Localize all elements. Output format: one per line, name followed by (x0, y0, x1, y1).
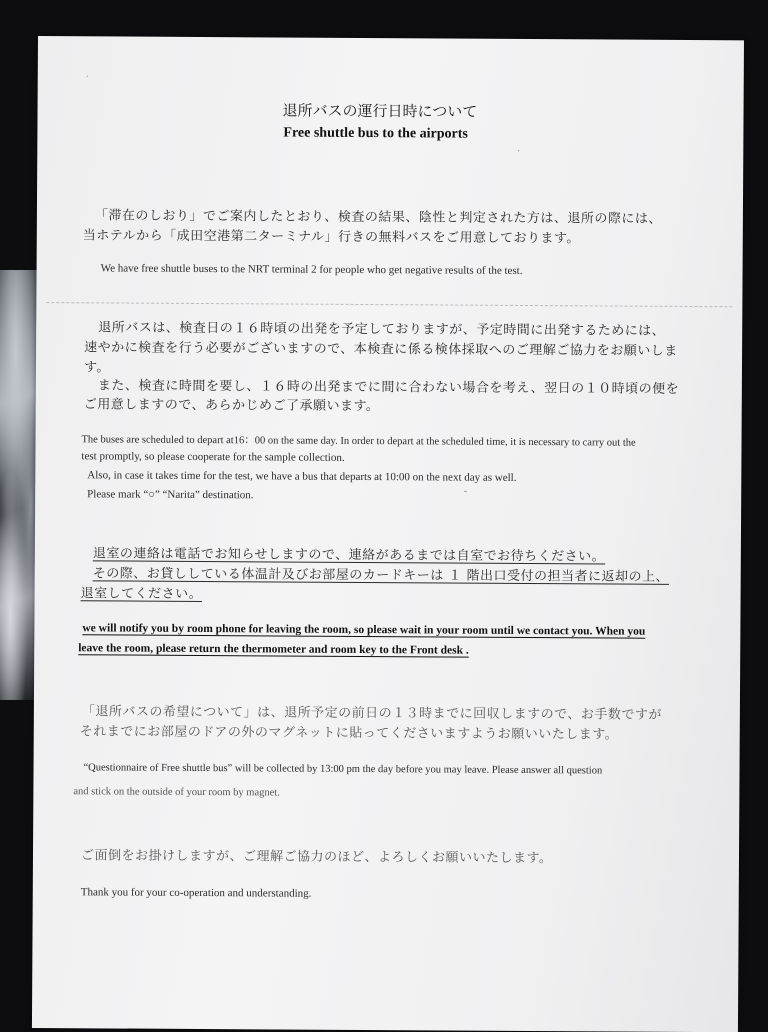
section2-jp-line5: ご用意しますので、あらかじめご了承願います。 (83, 397, 380, 415)
section1-jp-line2: 当ホテルから「成田空港第二ターミナル」行きの無料バスをご用意しております。 (82, 228, 580, 247)
section2-jp-line4: また、検査に時間を要し、１６時の出発までに間に合わない場合を考え、翌日の１０時頃の便を (97, 378, 680, 397)
section3-jp-line1: 退室の連絡は電話でお知らせしますので、連絡があるまでは自室でお待ちください。 (92, 546, 606, 565)
section2-jp-line1: 退所バスは、検査日の１６時頃の出発を予定しておりますが、予定時間に出発するためには、 (98, 320, 666, 339)
title-english: Free shuttle bus to the airports (283, 125, 468, 142)
section4-en-line2: and stick on the outside of your room by magnet. (73, 786, 280, 799)
section1-en: We have free shuttle buses to the NRT terminal 2 for people who get negative results of the test. (100, 262, 523, 277)
title-japanese: 退所バスの運行日時について (282, 101, 478, 121)
section2-jp-line2: 速やかに検査を行う必要がございますので、本検査に係る検体採取へのご理解ご協力をお願いしま (84, 340, 678, 359)
section3-jp-line2: その際、お貸ししている体温計及びお部屋のカードキーは １ 階出口受付の担当者に返却の上、 (92, 566, 670, 585)
section2-en-line2: test promptly, so please cooperate for the sample collection. (81, 450, 345, 464)
section2-en-line3: Also, in case it takes time for the test, we have a bus that departs at 10:00 on the next day as well. (87, 469, 517, 484)
notice-paper (32, 36, 744, 1032)
section1-jp-line1: 「滞在のしおり」でご案内したとおり、検査の結果、陰性と判定された方は、退所の際には、 (94, 208, 662, 227)
paper-speck: ˉ (463, 490, 468, 501)
section4-en-line1: “Questionnaire of Free shuttle bus” will be collected by 13:00 pm the day before you may leave. Please answer all question (83, 762, 603, 777)
paper-speck: · (517, 146, 521, 157)
section3-en-line1: we will notify you by room phone for leaving the room, so please wait in your room until we contact you. When you (82, 622, 646, 638)
section2-en-line1: The buses are scheduled to depart at16：00 on the same day. In order to depart at the scheduled time, it is necessary to carry out the (81, 434, 636, 449)
section2-en-line4: Please mark “○” “Narita” destination. (87, 488, 254, 502)
divider (46, 302, 732, 307)
section4-jp-line2: それまでにお部屋のドアの外のマグネットに貼ってくださいますようお願いいたします。 (79, 724, 619, 743)
closing-en: Thank you for your co-operation and understanding. (80, 886, 312, 900)
paper-speck: · (85, 72, 89, 83)
section2-jp-line3: す。 (83, 360, 110, 376)
closing-jp: ご面倒をお掛けしますが、ご理解ご協力のほど、よろしくお願いいたします。 (80, 848, 553, 867)
section3-en-line2: leave the room, please return the thermometer and room key to the Front desk . (78, 642, 469, 657)
section3-jp-line3: 退室してください。 (80, 586, 203, 603)
section4-jp-line1: 「退所バスの希望について」は、退所予定の前日の１３時までに回収しますので、お手数ですが (81, 704, 662, 723)
